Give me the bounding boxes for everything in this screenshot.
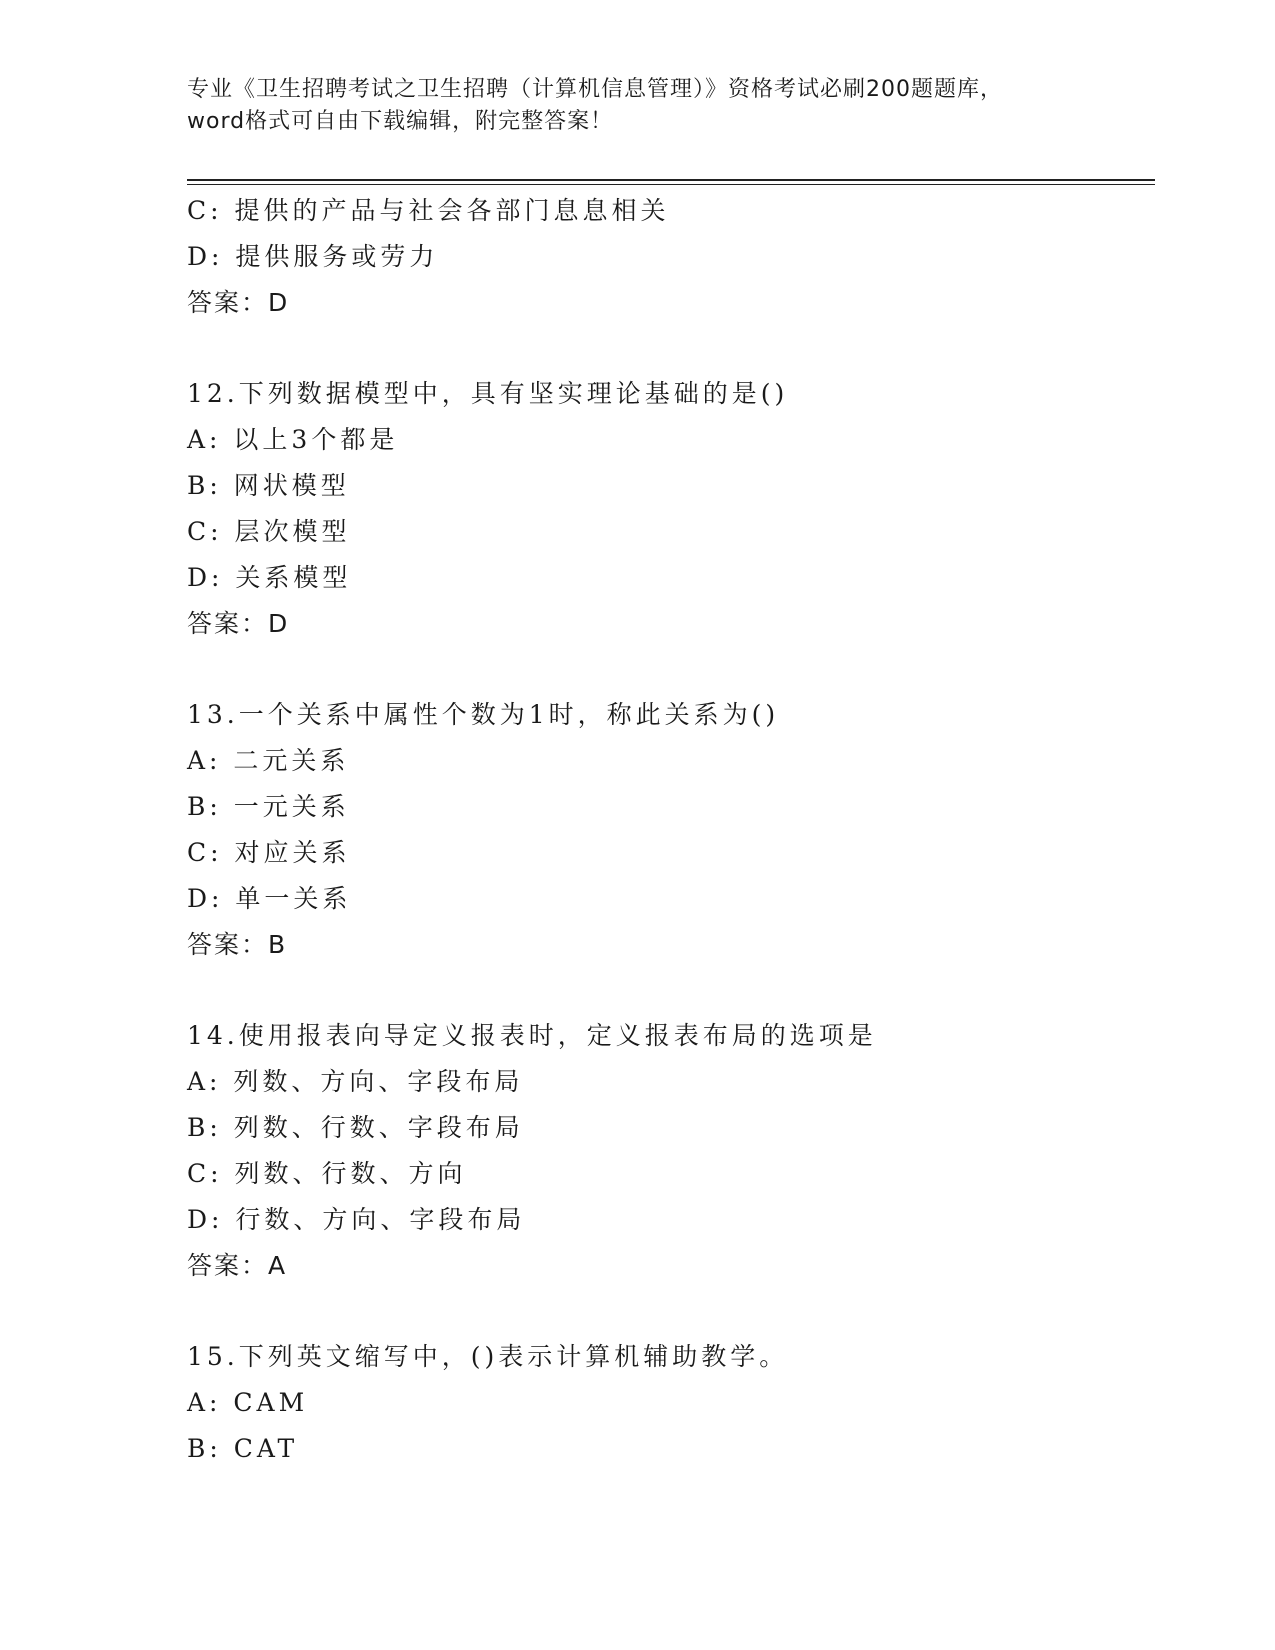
header-line-2: word格式可自由下载编辑，附完整答案！ bbox=[187, 109, 614, 134]
question-block bbox=[187, 371, 1155, 647]
answer-line: 答案：A bbox=[187, 1251, 288, 1280]
option-b: B: 网状模型 bbox=[187, 471, 350, 500]
question-text: 15.下列英文缩写中，()表示计算机辅助教学。 bbox=[187, 1342, 789, 1371]
option-a: A: CAM bbox=[187, 1388, 309, 1417]
document-header bbox=[187, 74, 1087, 138]
option-c: C: 提供的产品与社会各部门息息相关 bbox=[187, 196, 670, 225]
question-block bbox=[187, 1334, 1155, 1472]
question-list bbox=[187, 188, 1155, 1517]
option-d: D: 提供服务或劳力 bbox=[187, 242, 439, 271]
question-text: 13.一个关系中属性个数为1时，称此关系为() bbox=[187, 700, 780, 729]
answer-line: 答案：B bbox=[187, 930, 288, 959]
question-block bbox=[187, 1013, 1155, 1289]
option-b: B: 一元关系 bbox=[187, 792, 350, 821]
option-a: A: 列数、方向、字段布局 bbox=[187, 1067, 524, 1096]
option-b: B: 列数、行数、字段布局 bbox=[187, 1113, 524, 1142]
header-divider-thin bbox=[187, 184, 1155, 185]
question-block bbox=[187, 188, 1155, 326]
question-text: 12.下列数据模型中，具有坚实理论基础的是() bbox=[187, 379, 789, 408]
header-divider-thick bbox=[187, 179, 1155, 181]
option-c: C: 对应关系 bbox=[187, 838, 351, 867]
option-d: D: 单一关系 bbox=[187, 884, 352, 913]
header-line-1: 专业《卫生招聘考试之卫生招聘（计算机信息管理）》资格考试必刷200题题库， bbox=[187, 77, 1003, 102]
answer-line: 答案：D bbox=[187, 609, 290, 638]
question-block bbox=[187, 692, 1155, 968]
option-d: D: 关系模型 bbox=[187, 563, 352, 592]
option-c: C: 层次模型 bbox=[187, 517, 351, 546]
answer-line: 答案：D bbox=[187, 288, 290, 317]
option-a: A: 以上3个都是 bbox=[187, 425, 399, 454]
option-b: B: CAT bbox=[187, 1434, 299, 1463]
option-c: C: 列数、行数、方向 bbox=[187, 1159, 467, 1188]
option-a: A: 二元关系 bbox=[187, 746, 350, 775]
question-text: 14.使用报表向导定义报表时，定义报表布局的选项是 bbox=[187, 1021, 877, 1050]
option-d: D: 行数、方向、字段布局 bbox=[187, 1205, 526, 1234]
